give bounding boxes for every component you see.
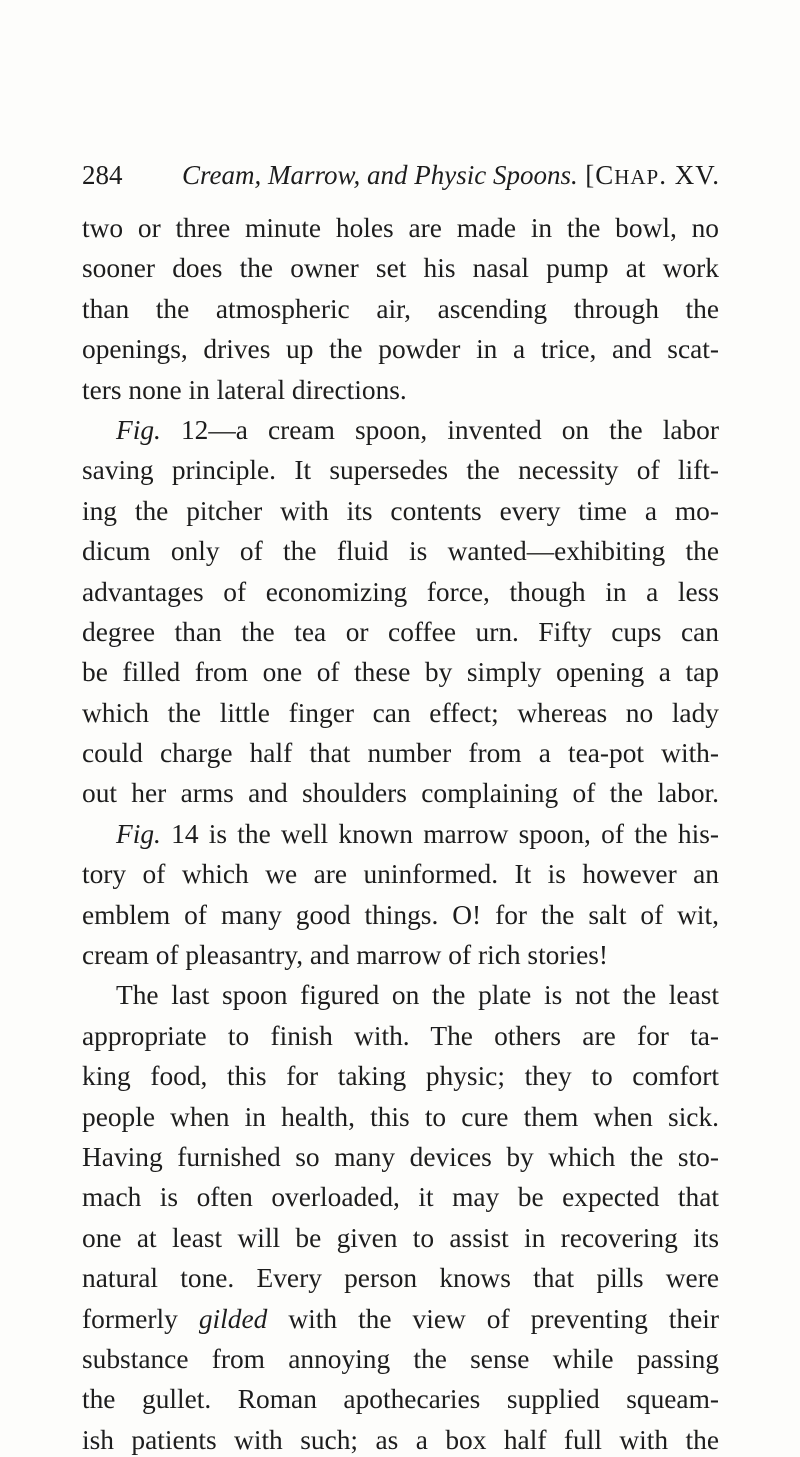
text-line: natural tone. Every person knows that pills were	[82, 1263, 719, 1294]
text-line: people when in health, this to cure them when sick.	[82, 1101, 719, 1132]
text-line: than the atmospheric air, ascending through the	[82, 293, 719, 324]
text-line: emblem of many good things. O! for the salt of wit,	[82, 899, 719, 930]
text-line: sooner does the owner set his nasal pump at work	[82, 253, 719, 284]
chapter-label: [CHAP. XV.	[585, 160, 720, 190]
text-line: which the little finger can effect; whereas no lady	[82, 697, 719, 728]
text-line: dicum only of the fluid is wanted—exhibiting the	[82, 536, 719, 567]
text-line: be filled from one of these by simply opening a tap	[82, 657, 719, 688]
text-line: openings, drives up the powder in a trice, and scat-	[82, 334, 719, 365]
fig-ref: Fig.	[116, 818, 161, 849]
text-line: degree than the tea or coffee urn. Fifty cups can	[82, 616, 719, 647]
text-line: mach is often overloaded, it may be expected that	[82, 1182, 719, 1213]
emphasis: gilded	[198, 1303, 268, 1334]
page-number: 284	[82, 160, 123, 190]
running-head	[82, 155, 720, 195]
text-line: Fig. 12—a cream spoon, invented on the labor	[116, 414, 719, 445]
text-line: the gullet. Roman apothecaries supplied squeam-	[82, 1384, 719, 1415]
text-line: one at least will be given to assist in recovering its	[82, 1222, 719, 1253]
text-line: The last spoon figured on the plate is not the least	[116, 980, 719, 1011]
text-line: ters none in lateral directions.	[82, 374, 407, 405]
text-line: formerly gilded with the view of preventing their	[82, 1303, 719, 1334]
text-line: substance from annoying the sense while passing	[82, 1343, 719, 1374]
text-line: could charge half that number from a tea-pot with-	[82, 738, 719, 769]
text-line: ish patients with such; as a box half full with the	[82, 1424, 719, 1455]
text-line: king food, this for taking physic; they to comfort	[82, 1061, 719, 1092]
text-line: cream of pleasantry, and marrow of rich stories!	[82, 940, 609, 971]
text-line: two or three minute holes are made in the bowl, no	[82, 213, 719, 243]
running-title: Cream, Marrow, and Physic Spoons.	[182, 160, 578, 190]
text-line: appropriate to finish with. The others are for ta-	[82, 1020, 719, 1051]
text-line: advantages of economizing force, though in a less	[82, 576, 719, 607]
text-line: tory of which we are uninformed. It is however an	[82, 859, 719, 890]
text-line: Having furnished so many devices by which the sto-	[82, 1141, 719, 1172]
fig-ref: Fig.	[116, 414, 161, 445]
text-line: Fig. 14 is the well known marrow spoon, of the his-	[116, 818, 719, 849]
text-line: saving principle. It supersedes the necessity of lift-	[82, 455, 719, 486]
text-line: ing the pitcher with its contents every time a mo-	[82, 495, 719, 526]
text-line: out her arms and shoulders complaining of the labor.	[82, 778, 719, 809]
body-text	[82, 208, 719, 1457]
